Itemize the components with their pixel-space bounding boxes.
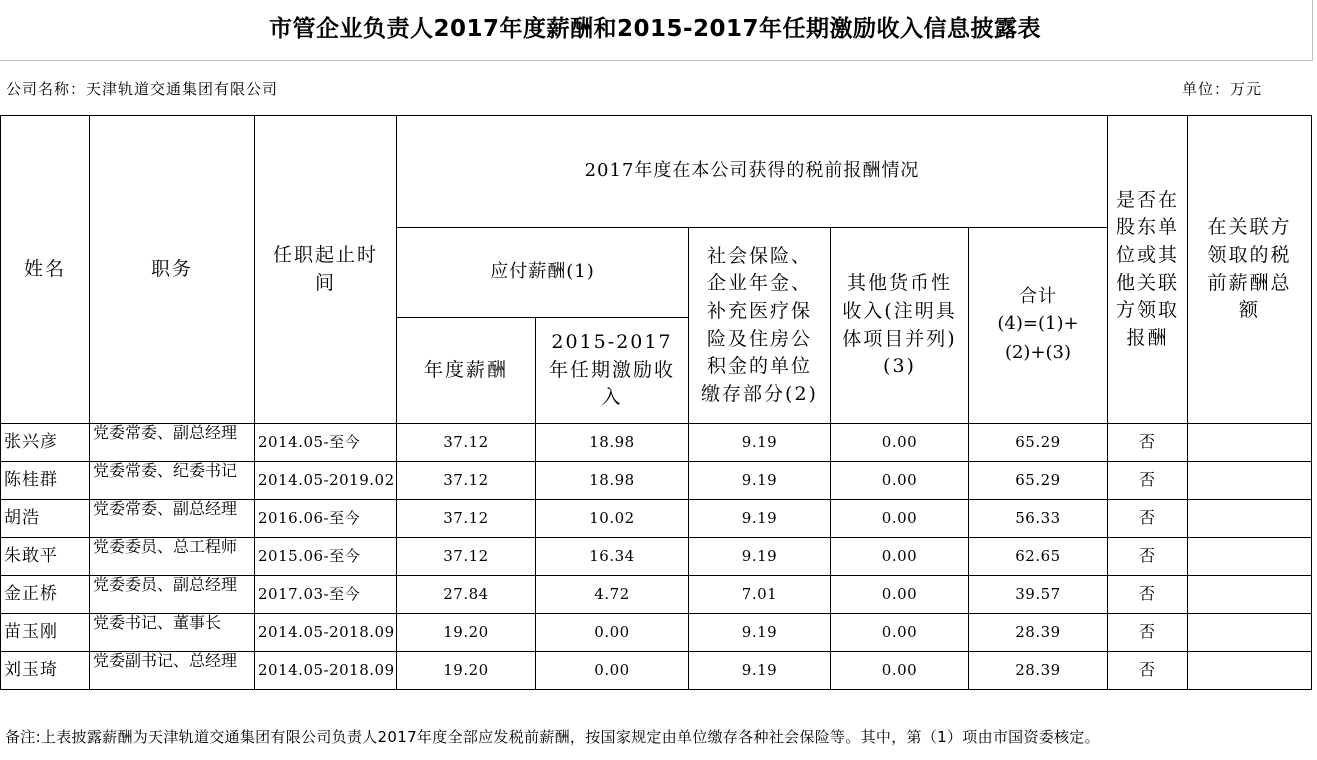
cell-position <box>90 424 255 462</box>
table-body <box>1 424 1312 690</box>
cell-position <box>90 462 255 500</box>
cell-tenure-incentive: 18.98 <box>536 462 689 500</box>
cell-related-total <box>1188 538 1312 576</box>
cell-total: 28.39 <box>969 652 1108 690</box>
header-other-income: 其他货币性收入(注明具体项目并列)(3) <box>831 228 969 424</box>
table-row <box>1 462 1312 500</box>
company-name: 公司名称：天津轨道交通集团有限公司 <box>6 80 279 98</box>
cell-social-insurance: 9.19 <box>689 652 831 690</box>
cell-tenure-incentive: 16.34 <box>536 538 689 576</box>
cell-related-total <box>1188 652 1312 690</box>
position-text: 党委委员、总工程师 <box>93 538 238 556</box>
cell-total: 65.29 <box>969 462 1108 500</box>
cell-term: 2015.06-至今 <box>255 538 397 576</box>
cell-position <box>90 576 255 614</box>
cell-shareholder: 否 <box>1108 576 1188 614</box>
cell-total: 65.29 <box>969 424 1108 462</box>
cell-shareholder: 否 <box>1108 614 1188 652</box>
header-term: 任职起止时间 <box>255 116 397 424</box>
cell-other-income: 0.00 <box>831 614 969 652</box>
cell-term: 2014.05-2019.02 <box>255 462 397 500</box>
cell-name: 苗玉刚 <box>1 614 90 652</box>
cell-term: 2014.05-2018.09 <box>255 614 397 652</box>
cell-shareholder: 否 <box>1108 538 1188 576</box>
cell-social-insurance: 9.19 <box>689 614 831 652</box>
cell-social-insurance: 9.19 <box>689 424 831 462</box>
table-row <box>1 424 1312 462</box>
cell-other-income: 0.00 <box>831 538 969 576</box>
header-payable: 应付薪酬(1) <box>397 228 689 318</box>
cell-other-income: 0.00 <box>831 462 969 500</box>
cell-position <box>90 500 255 538</box>
cell-other-income: 0.00 <box>831 652 969 690</box>
cell-tenure-incentive: 0.00 <box>536 614 689 652</box>
header-total: 合计 <box>1019 285 1057 307</box>
cell-tenure-incentive: 0.00 <box>536 652 689 690</box>
disclosure-table <box>0 115 1312 690</box>
header-annual-salary: 年度薪酬 <box>397 318 536 424</box>
cell-total: 56.33 <box>969 500 1108 538</box>
cell-related-total <box>1188 614 1312 652</box>
header-position: 职务 <box>90 116 255 424</box>
position-text: 党委副书记、总经理 <box>93 652 238 670</box>
cell-other-income: 0.00 <box>831 424 969 462</box>
cell-other-income: 0.00 <box>831 576 969 614</box>
cell-term: 2014.05-至今 <box>255 424 397 462</box>
cell-social-insurance: 7.01 <box>689 576 831 614</box>
cell-social-insurance: 9.19 <box>689 462 831 500</box>
cell-position <box>90 614 255 652</box>
table-row <box>1 614 1312 652</box>
cell-tenure-incentive: 4.72 <box>536 576 689 614</box>
position-text: 党委常委、纪委书记 <box>93 462 238 480</box>
cell-related-total <box>1188 424 1312 462</box>
cell-social-insurance: 9.19 <box>689 538 831 576</box>
footnote: 备注:上表披露薪酬为天津轨道交通集团有限公司负责人2017年度全部应发税前薪酬，按国家规定由单位缴存各种社会保险等。其中，第（1）项由市国资委核定。 <box>5 728 1100 746</box>
title-right-border <box>1312 0 1313 60</box>
cell-name: 胡浩 <box>1 500 90 538</box>
cell-other-income: 0.00 <box>831 500 969 538</box>
cell-related-total <box>1188 576 1312 614</box>
cell-shareholder: 否 <box>1108 652 1188 690</box>
header-total-cell <box>969 228 1108 424</box>
cell-related-total <box>1188 462 1312 500</box>
header-related-total: 在关联方领取的税前薪酬总额 <box>1188 116 1312 424</box>
cell-annual-salary: 37.12 <box>397 462 536 500</box>
table-row <box>1 652 1312 690</box>
position-text: 党委常委、副总经理 <box>93 500 238 518</box>
cell-related-total <box>1188 500 1312 538</box>
header-tenure-incentive: 2015-2017年任期激励收入 <box>536 318 689 424</box>
cell-annual-salary: 19.20 <box>397 652 536 690</box>
cell-shareholder: 否 <box>1108 424 1188 462</box>
cell-annual-salary: 27.84 <box>397 576 536 614</box>
cell-tenure-incentive: 10.02 <box>536 500 689 538</box>
cell-social-insurance: 9.19 <box>689 500 831 538</box>
page-title: 市管企业负责人2017年度薪酬和2015-2017年任期激励收入信息披露表 <box>268 16 1042 42</box>
cell-name: 金正桥 <box>1 576 90 614</box>
cell-shareholder: 否 <box>1108 500 1188 538</box>
cell-total: 62.65 <box>969 538 1108 576</box>
header-social-insurance: 社会保险、企业年金、补充医疗保险及住房公积金的单位缴存部分(2) <box>689 228 831 424</box>
header-total-formula: (4)=(1)+(2)+(3) <box>997 312 1079 363</box>
header-group-2017: 2017年度在本公司获得的税前报酬情况 <box>397 116 1108 228</box>
position-text: 党委书记、董事长 <box>93 614 222 632</box>
cell-annual-salary: 37.12 <box>397 424 536 462</box>
cell-tenure-incentive: 18.98 <box>536 424 689 462</box>
cell-name: 朱敢平 <box>1 538 90 576</box>
table-row <box>1 538 1312 576</box>
table-row <box>1 500 1312 538</box>
cell-annual-salary: 19.20 <box>397 614 536 652</box>
header-name: 姓名 <box>1 116 90 424</box>
cell-name: 刘玉琦 <box>1 652 90 690</box>
position-text: 党委常委、副总经理 <box>93 424 238 442</box>
header-shareholder: 是否在股东单位或其他关联方领取报酬 <box>1108 116 1188 424</box>
cell-shareholder: 否 <box>1108 462 1188 500</box>
cell-position <box>90 538 255 576</box>
unit-label: 单位：万元 <box>1182 80 1263 98</box>
title-divider <box>0 60 1313 61</box>
cell-term: 2016.06-至今 <box>255 500 397 538</box>
table-row <box>1 576 1312 614</box>
position-text: 党委委员、副总经理 <box>93 576 238 594</box>
cell-name: 张兴彦 <box>1 424 90 462</box>
cell-name: 陈桂群 <box>1 462 90 500</box>
cell-annual-salary: 37.12 <box>397 538 536 576</box>
cell-total: 28.39 <box>969 614 1108 652</box>
cell-term: 2017.03-至今 <box>255 576 397 614</box>
cell-total: 39.57 <box>969 576 1108 614</box>
cell-annual-salary: 37.12 <box>397 500 536 538</box>
cell-term: 2014.05-2018.09 <box>255 652 397 690</box>
cell-position <box>90 652 255 690</box>
